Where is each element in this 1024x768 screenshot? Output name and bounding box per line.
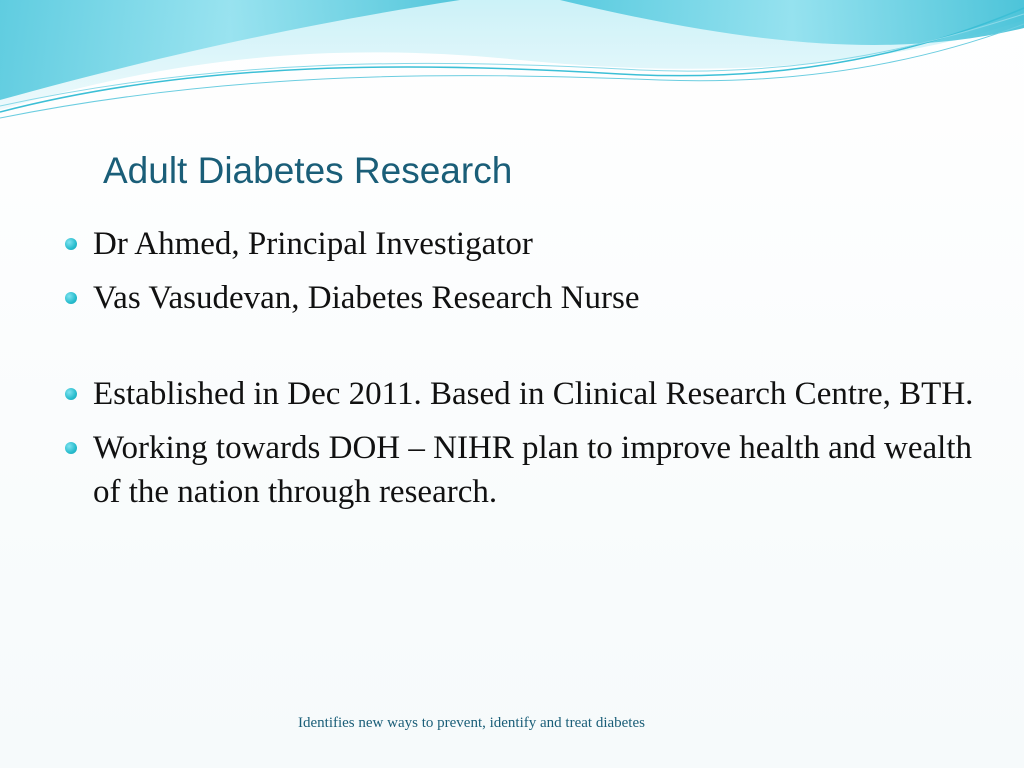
- bullet-text: Working towards DOH – NIHR plan to improve health and wealth of the nation through research.: [93, 430, 972, 510]
- bullet-list: [60, 222, 980, 524]
- bullet-icon: [65, 388, 77, 400]
- bullet-item: [60, 276, 980, 320]
- bullet-text: Vas Vasudevan, Diabetes Research Nurse: [93, 280, 640, 316]
- header-wave-decoration: [0, 0, 1024, 130]
- footer-note: Identifies new ways to prevent, identify and treat diabetes: [298, 715, 645, 731]
- slide-title: Adult Diabetes Research: [103, 150, 513, 191]
- bullet-text: Established in Dec 2011. Based in Clinical Research Centre, BTH.: [93, 376, 974, 412]
- bullet-item: [60, 426, 980, 514]
- bullet-icon: [65, 442, 77, 454]
- bullet-item: [60, 372, 980, 416]
- bullet-icon: [65, 238, 77, 250]
- bullet-icon: [65, 292, 77, 304]
- bullet-item: [60, 222, 980, 266]
- bullet-text: Dr Ahmed, Principal Investigator: [93, 226, 533, 262]
